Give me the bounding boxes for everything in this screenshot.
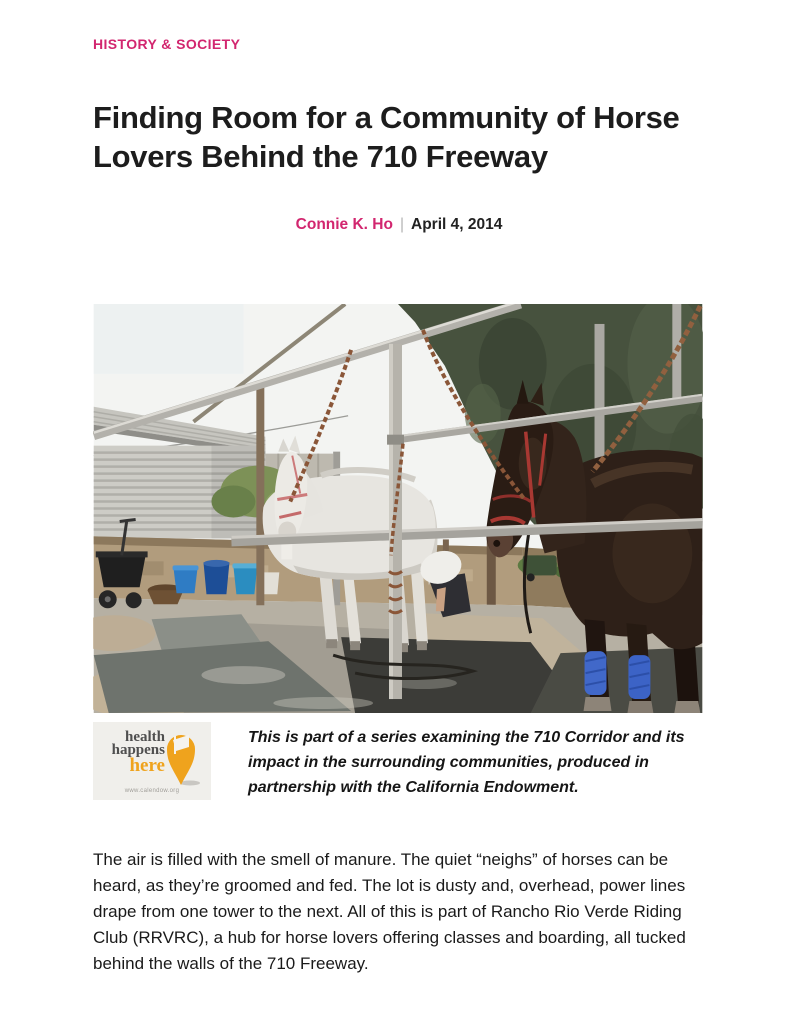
article-photo	[93, 304, 703, 713]
horse-grooming-photo-illustration	[93, 304, 703, 713]
category-link[interactable]: HISTORY & SOCIETY	[93, 36, 241, 52]
article-body-paragraph: The air is filled with the smell of manure. The quiet “neighs” of horses can be heard, as they’re groomed and fed. The lot is dusty and, overhead, power lines drape from one tower to the next. All of this is part of Rancho Rio Verde Riding Club (RRVRC), a hub for horse lovers offering classes and boarding, all tucked behind the walls of the 710 Freeway.	[93, 850, 686, 973]
byline	[93, 216, 705, 234]
byline-separator: |	[399, 216, 404, 233]
publish-date: April 4, 2014	[411, 216, 503, 233]
health-happens-here-logo[interactable]	[93, 722, 211, 800]
logo-word-happens: happens	[111, 742, 165, 758]
flag-map-pin-icon	[163, 727, 203, 791]
page-title: Finding Room for a Community of Horse Lovers Behind the 710 Freeway	[93, 100, 680, 174]
series-note-text: This is part of a series examining the 710 Corridor and its impact in the surrounding communities, produced in partnership with the California Endowment.	[248, 729, 685, 796]
logo-wordmark	[93, 731, 165, 774]
logo-word-health: health	[124, 729, 165, 745]
author-link[interactable]: Connie K. Ho	[295, 216, 393, 233]
series-note-row	[93, 722, 705, 800]
logo-url: www.calendow.org	[124, 788, 180, 794]
logo-word-here: here	[129, 755, 165, 776]
article-column	[93, 0, 705, 977]
